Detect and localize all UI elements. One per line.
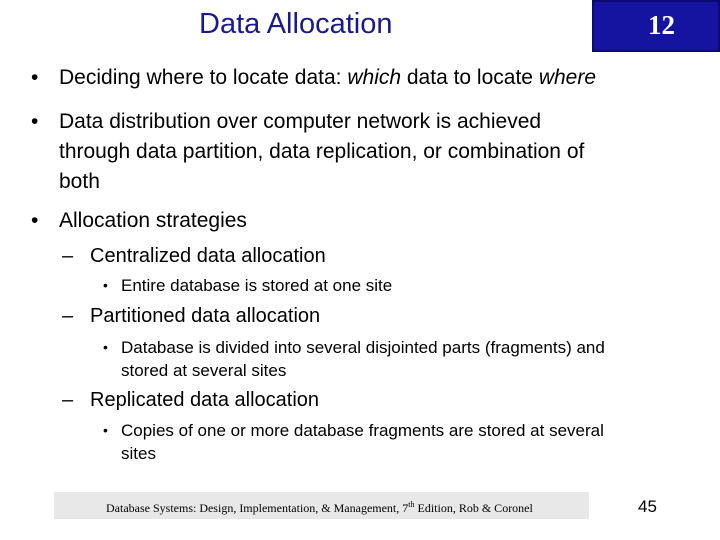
page-number: 45 [638,497,657,516]
bullet-marker: • [103,422,108,438]
bullet-deciding [31,63,597,93]
bullet-text-line: both [59,170,100,193]
dash-marker: – [62,245,74,267]
detail-text-line: Database is divided into several disjointed parts (fragments) and [121,338,605,357]
bullet-marker: • [31,110,39,133]
bullet-text-pre: Deciding where to locate data: [59,66,348,89]
bullet-text-line: through data partition, data replication, or combination of [59,140,585,163]
strategy-label: Partitioned data allocation [90,305,321,327]
dash-marker: – [62,389,74,411]
dash-marker: – [62,305,74,327]
footer-text-pre: Database Systems: Design, Implementation, & Management, 7 [106,501,409,515]
strategy-partitioned-detail [103,336,605,382]
bullet-marker: • [103,339,108,355]
footer-text [106,500,533,516]
detail-text: Entire database is stored at one site [121,276,393,295]
bullet-text-em-where: where [538,66,597,89]
bullet-text: Allocation strategies [59,209,247,232]
strategy-label: Replicated data allocation [90,389,320,411]
strategy-centralized [62,243,326,269]
bullet-text-line: Data distribution over computer network is achieved [59,110,542,133]
strategy-centralized-detail [103,274,393,297]
strategy-replicated [62,387,320,413]
strategy-partitioned [62,303,321,329]
bullet-marker: • [31,66,39,89]
strategy-label: Centralized data allocation [90,245,326,267]
strategy-replicated-detail [103,419,604,465]
bullet-distribution [31,107,585,197]
slide-title: Data Allocation [199,8,393,40]
detail-text-line: stored at several sites [121,361,287,380]
detail-text-line: sites [121,444,156,463]
footer-text-sup: th [408,500,415,509]
bullet-allocation-strategies [31,206,247,236]
chapter-number: 12 [648,10,675,40]
detail-text-line: Copies of one or more database fragments are stored at several [121,421,604,440]
bullet-text-em-which: which [347,66,402,89]
footer-citation [54,492,589,519]
bullet-marker: • [31,209,39,232]
bullet-marker: • [103,277,108,293]
footer-text-post: Edition, Rob & Coronel [414,501,533,515]
bullet-text-mid: data to locate [401,66,539,89]
chapter-badge [592,0,720,52]
